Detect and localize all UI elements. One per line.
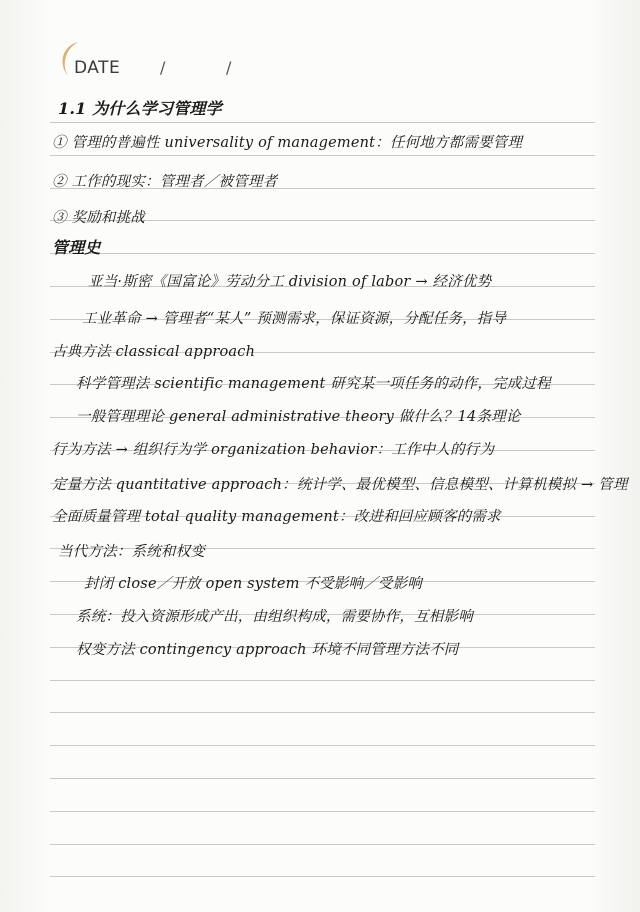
date-header	[48, 36, 348, 88]
note-line: 古典方法 classical approach	[52, 344, 256, 360]
ruled-line	[50, 745, 595, 746]
note-line: ① 管理的普遍性 universality of management：任何地方都需要管理	[52, 135, 523, 151]
ruled-line	[50, 122, 595, 123]
note-line: 一般管理理论 general administrative theory 做什么？14条理论	[76, 409, 521, 425]
note-line: 当代方法：系统和权变	[58, 544, 205, 560]
date-label: DATE	[74, 58, 121, 78]
ruled-line	[50, 876, 595, 877]
note-line: 系统：投入资源形成产出，由组织构成，需要协作，互相影响	[76, 609, 473, 625]
ruled-line	[50, 811, 595, 812]
note-line: 科学管理法 scientific management 研究某一项任务的动作，完成过程	[76, 376, 551, 392]
section-heading: 管理史	[52, 238, 101, 257]
note-line: ② 工作的现实：管理者／被管理者	[52, 174, 278, 190]
note-line: 工业革命 → 管理者“某人” 预测需求，保证资源，分配任务，指导	[82, 311, 507, 327]
note-line: 全面质量管理 total quality management：改进和回应顾客的需求	[52, 509, 501, 525]
ruled-line	[50, 778, 595, 779]
note-line: 亚当·斯密《国富论》劳动分工 division of labor → 经济优势	[88, 274, 492, 290]
ruled-line	[50, 844, 595, 845]
date-slash: /	[226, 58, 232, 77]
section-heading: 1.1 为什么学习管理学	[58, 99, 222, 118]
note-line: ③ 奖励和挑战	[52, 210, 146, 226]
note-line: 定量方法 quantitative approach：统计学、最优模型、信息模型、计算机模拟 → 管理	[52, 477, 628, 493]
note-line: 权变方法 contingency approach 环境不同管理方法不同	[76, 642, 459, 658]
note-line: 行为方法 → 组织行为学 organization behavior：工作中人的行为	[52, 442, 495, 458]
ruled-line	[50, 253, 595, 254]
ruled-line	[50, 712, 595, 713]
ruled-line	[50, 680, 595, 681]
ruled-line	[50, 155, 595, 156]
date-slash: /	[160, 58, 166, 77]
note-line: 封闭 close／开放 open system 不受影响／受影响	[84, 576, 423, 592]
